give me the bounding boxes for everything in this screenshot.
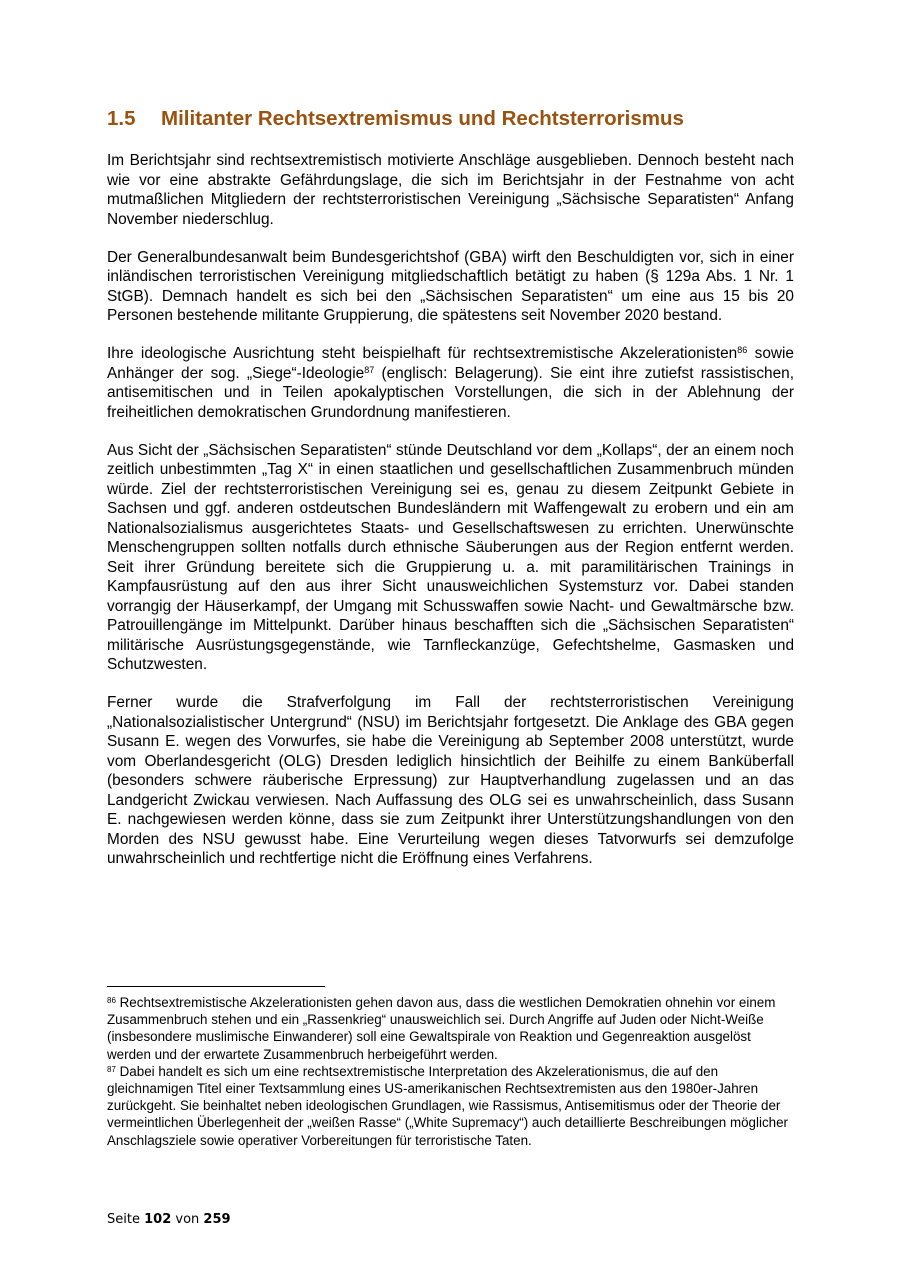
footer-page-number: 102 <box>144 1212 172 1227</box>
footnote-ref-87[interactable]: 87 <box>364 364 375 375</box>
footnote-ref-86[interactable]: 86 <box>737 345 748 355</box>
footnote-separator <box>107 986 325 987</box>
section-heading <box>107 104 807 134</box>
footnote-text-87: Dabei handelt es sich um eine rechtsextremistische Interpretation des Akzelerationismus, die auf den gleichnamigen Titel einer Textsammlung eines US-amerikanischen Rechtsextremisten aus den 1980er-Jahren zurückgeht. Sie beinhaltet neben ideologischen Grundlagen, wie Rassismus, Antisemitismus oder der Theorie der vermeintlichen Überlegenheit der „weißen Rasse“ („White Supremacy“) auch detaillierte Beschreibungen möglicher Anschlagsziele sowie operativer Vorbereitungen für terroristische Taten. <box>107 1063 789 1148</box>
paragraph-3-part-3: (englisch: Belagerung). Sie eint ihre zutiefst rassistischen, antisemitischen und in Teilen apokalyptischen Vorstellungen, die sich in der Ablehnung der freiheitlichen demokratischen Grundordnung manifestieren. <box>107 364 794 421</box>
paragraph-5: Ferner wurde die Strafverfolgung im Fall der rechtsterroristischen Vereinigung „Nationalsozialistischer Untergrund“ (NSU) im Berichtsjahr fortgesetzt. Die Anklage des GBA gegen Susann E. wegen des Vorwurfes, sie habe die Vereinigung ab September 2008 unterstützt, wurde vom Oberlandesgericht (OLG) Dresden lediglich hinsichtlich der Beihilfe zu einem Banküberfall (besonders schwere räuberische Erpressung) zur Hauptverhandlung zugelassen und an das Landgericht Zwickau verwiesen. Nach Auffassung des OLG sei es unwahrscheinlich, dass Susann E. nachgewiesen werden könne, dass sie zum Zeitpunkt ihrer Unterstützungshandlungen von den Morden des NSU gewusst habe. Eine Verurteilung wegen dieses Tatvorwurfs sei demzufolge unwahrscheinlich und rechtfertige nicht die Eröffnung eines Verfahrens. <box>107 694 794 867</box>
footnote-number-86: 86 <box>107 996 116 1005</box>
paragraph-3 <box>107 344 794 422</box>
footnote-number-87: 87 <box>107 1064 116 1074</box>
footnote-text-86: Rechtsextremistische Akzelerationisten gehen davon aus, dass die westlichen Demokratien ohnehin vor einem Zusammenbruch stehen und ein „Rassenkrieg“ unausweichlich sei. Durch Angriffe auf Juden oder Nicht-Weiße (insbesondere muslimische Einwanderer) soll eine Gewaltspirale von Reaktion und Gegenreaktion ausgelöst werden und der erwartete Zusammenbruch herbeigeführt werden. <box>107 995 776 1062</box>
paragraph-1: Im Berichtsjahr sind rechtsextremistisch motivierte Anschläge ausgeblieben. Dennoch besteht nach wie vor eine abstrakte Gefährdungslage, die sich im Berichtsjahr in der Festnahme von acht mutmaßlichen Mitgliedern der rechtsterroristischen Vereinigung „Sächsische Separatisten“ Anfang November niederschlug. <box>107 152 794 228</box>
paragraph-3-part-1: Ihre ideologische Ausrichtung steht beispielhaft für rechtsextremistische Akzelerationisten <box>107 345 738 362</box>
paragraph-2: Der Generalbundesanwalt beim Bundesgerichtshof (GBA) wirft den Beschuldigten vor, sich in einer inländischen terroristischen Vereinigung mitgliedschaftlich betätigt zu haben (§ 129a Abs. 1 Nr. 1 StGB). Demnach handelt es sich bei den „Sächsischen Separatisten“ um eine aus 15 bis 20 Personen bestehende militante Gruppierung, die spätestens seit November 2020 bestand. <box>107 248 794 324</box>
footer-prefix: Seite <box>107 1212 140 1227</box>
paragraph-3-part-2: sowie Anhänger der sog. „Siege“-Ideologie <box>107 345 794 382</box>
footer-middle: von <box>175 1212 200 1227</box>
footer-total-pages: 259 <box>203 1212 231 1227</box>
footnote-86 <box>107 994 797 1063</box>
page-footer <box>107 1212 231 1227</box>
footnote-87 <box>107 1063 797 1149</box>
body-text <box>107 151 794 887</box>
footnotes <box>107 994 797 1149</box>
section-title: Militanter Rechtsextremismus und Rechtsterrorismus <box>161 107 684 130</box>
paragraph-4: Aus Sicht der „Sächsischen Separatisten“ stünde Deutschland vor dem „Kollaps“, der an einem noch zeitlich unbestimmten „Tag X“ in einen staatlichen und gesellschaftlichen Zusammenbruch münden würde. Ziel der rechtsterroristischen Vereinigung sei es, genau zu diesem Zeitpunkt Gebiete in Sachsen und ggf. anderen ostdeutschen Bundesländern mit Waffengewalt zu erobern und ein am Nationalsozialismus ausgerichtetes Staats- und Gesellschaftswesen zu errichten. Unerwünschte Menschengruppen sollten notfalls durch ethnische Säuberungen aus der Region entfernt werden. Seit ihrer Gründung bereitete sich die Gruppierung u. a. mit paramilitärischen Trainings in Kampfausrüstung auf den aus ihrer Sicht unausweichlichen Systemsturz vor. Dabei standen vorrangig der Häuserkampf, der Umgang mit Schusswaffen sowie Nacht- und Gewaltmärsche bzw. Patrouillengänge im Mittelpunkt. Darüber hinaus beschafften sich die „Sächsischen Separatisten“ militärische Ausrüstungsgegenstände, wie Tarnfleckanzüge, Gefechtshelme, Gasmasken und Schutzwesten. <box>107 441 794 673</box>
section-number: 1.5 <box>107 107 136 130</box>
